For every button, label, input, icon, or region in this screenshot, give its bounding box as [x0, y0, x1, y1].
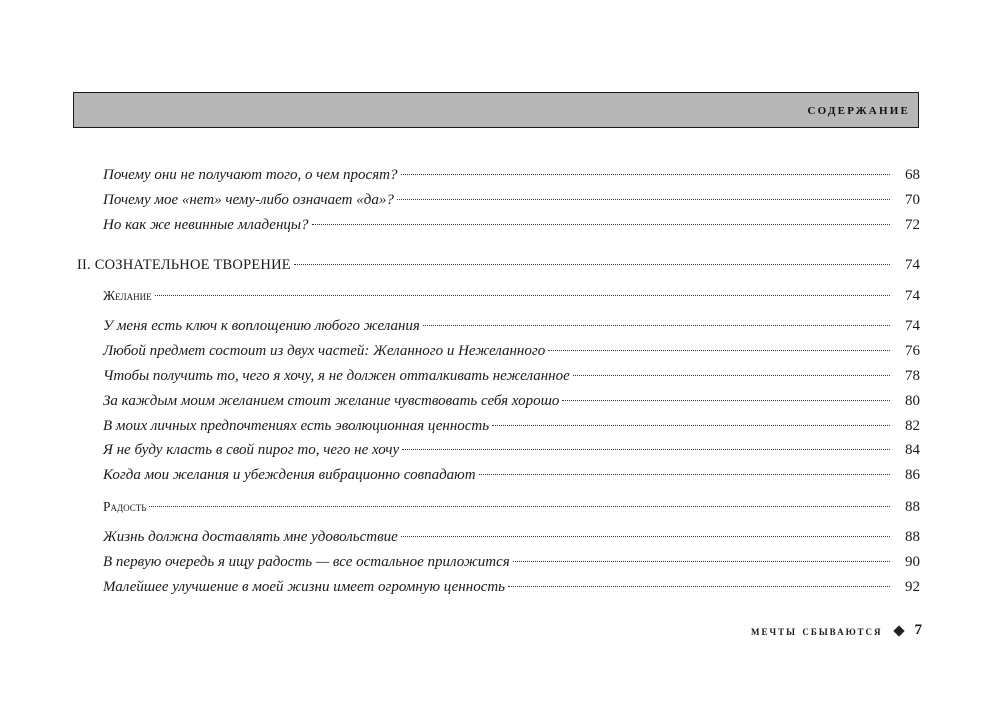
dot-leader	[397, 199, 890, 200]
toc-subsection-page: 88	[905, 499, 920, 515]
toc-entry	[103, 217, 920, 239]
dot-leader	[573, 375, 890, 376]
toc-entry-title: Чтобы получить то, чего я хочу, я не должен отталкивать нежеланное	[103, 368, 570, 384]
toc-entry-page: 68	[905, 167, 920, 183]
toc-entry	[103, 467, 920, 489]
toc-subsection	[103, 288, 920, 310]
page-number: 7	[914, 622, 922, 638]
running-title: мечты сбываются	[751, 622, 883, 638]
toc-entry	[103, 393, 920, 415]
toc-entry-page: 88	[905, 529, 920, 545]
dot-leader	[508, 586, 890, 587]
toc-entry	[103, 554, 920, 576]
toc-entry-page: 70	[905, 192, 920, 208]
toc-subsection-title: Желание	[103, 288, 152, 303]
toc-entry-page: 86	[905, 467, 920, 483]
dot-leader	[548, 350, 890, 351]
toc-entry-page: 76	[905, 343, 920, 359]
toc-entry-title: В моих личных предпочтениях есть эволюционная ценность	[103, 418, 490, 434]
diamond-ornament-icon	[893, 625, 904, 636]
toc-entry-title: Почему они не получают того, о чем просят?	[103, 167, 398, 183]
toc-entry	[103, 579, 920, 601]
toc-subsection	[103, 499, 920, 521]
toc-entry-title: Я не буду класть в свой пирог то, чего не хочу	[103, 442, 400, 458]
toc-section-title: II. СОЗНАТЕЛЬНОЕ ТВОРЕНИЕ	[77, 257, 291, 273]
dot-leader	[312, 224, 890, 225]
toc-entry	[103, 368, 920, 390]
toc-entry-page: 82	[905, 418, 920, 434]
dot-leader	[401, 536, 890, 537]
toc-entry	[103, 418, 920, 440]
toc-entry	[103, 343, 920, 365]
header-bar	[73, 92, 919, 128]
toc-entry	[103, 442, 920, 464]
toc-section-page: 74	[905, 257, 920, 273]
toc-entry-page: 72	[905, 217, 920, 233]
toc-entry-title: Малейшее улучшение в моей жизни имеет огромную ценность	[103, 579, 506, 595]
toc-entry-title: Жизнь должна доставлять мне удовольствие	[103, 529, 398, 545]
dot-leader	[155, 295, 890, 296]
page-footer	[751, 622, 922, 639]
toc-subsection-page: 74	[905, 288, 920, 304]
dot-leader	[479, 474, 890, 475]
toc-entry-page: 80	[905, 393, 920, 409]
dot-leader	[562, 400, 890, 401]
toc-entry	[103, 167, 920, 189]
dot-leader	[294, 264, 890, 265]
toc-entry-title: За каждым моим желанием стоит желание чувствовать себя хорошо	[103, 393, 560, 409]
dot-leader	[401, 174, 890, 175]
toc-entry-title: В первую очередь я ищу радость — все остальное приложится	[103, 554, 510, 570]
toc-entry-title: У меня есть ключ к воплощению любого желания	[103, 318, 420, 334]
toc-entry-page: 92	[905, 579, 920, 595]
toc-entry-page: 84	[905, 442, 920, 458]
toc-entry-page: 74	[905, 318, 920, 334]
toc-entry	[103, 192, 920, 214]
toc-entry-title: Но как же невинные младенцы?	[103, 217, 309, 233]
toc-entry	[103, 318, 920, 340]
toc-entry-page: 78	[905, 368, 920, 384]
toc-section	[77, 257, 920, 279]
dot-leader	[402, 449, 890, 450]
dot-leader	[513, 561, 890, 562]
toc-entry-title: Любой предмет состоит из двух частей: Желанного и Нежеланного	[103, 343, 546, 359]
dot-leader	[149, 506, 890, 507]
toc-entry-title: Когда мои желания и убеждения вибрационно совпадают	[103, 467, 476, 483]
toc-entry-page: 90	[905, 554, 920, 570]
toc-entry	[103, 529, 920, 551]
dot-leader	[423, 325, 890, 326]
dot-leader	[492, 425, 890, 426]
toc-entry-title: Почему мое «нет» чему-либо означает «да»?	[103, 192, 394, 208]
page-title: содержание	[807, 101, 910, 118]
toc-subsection-title: Радость	[103, 499, 147, 514]
